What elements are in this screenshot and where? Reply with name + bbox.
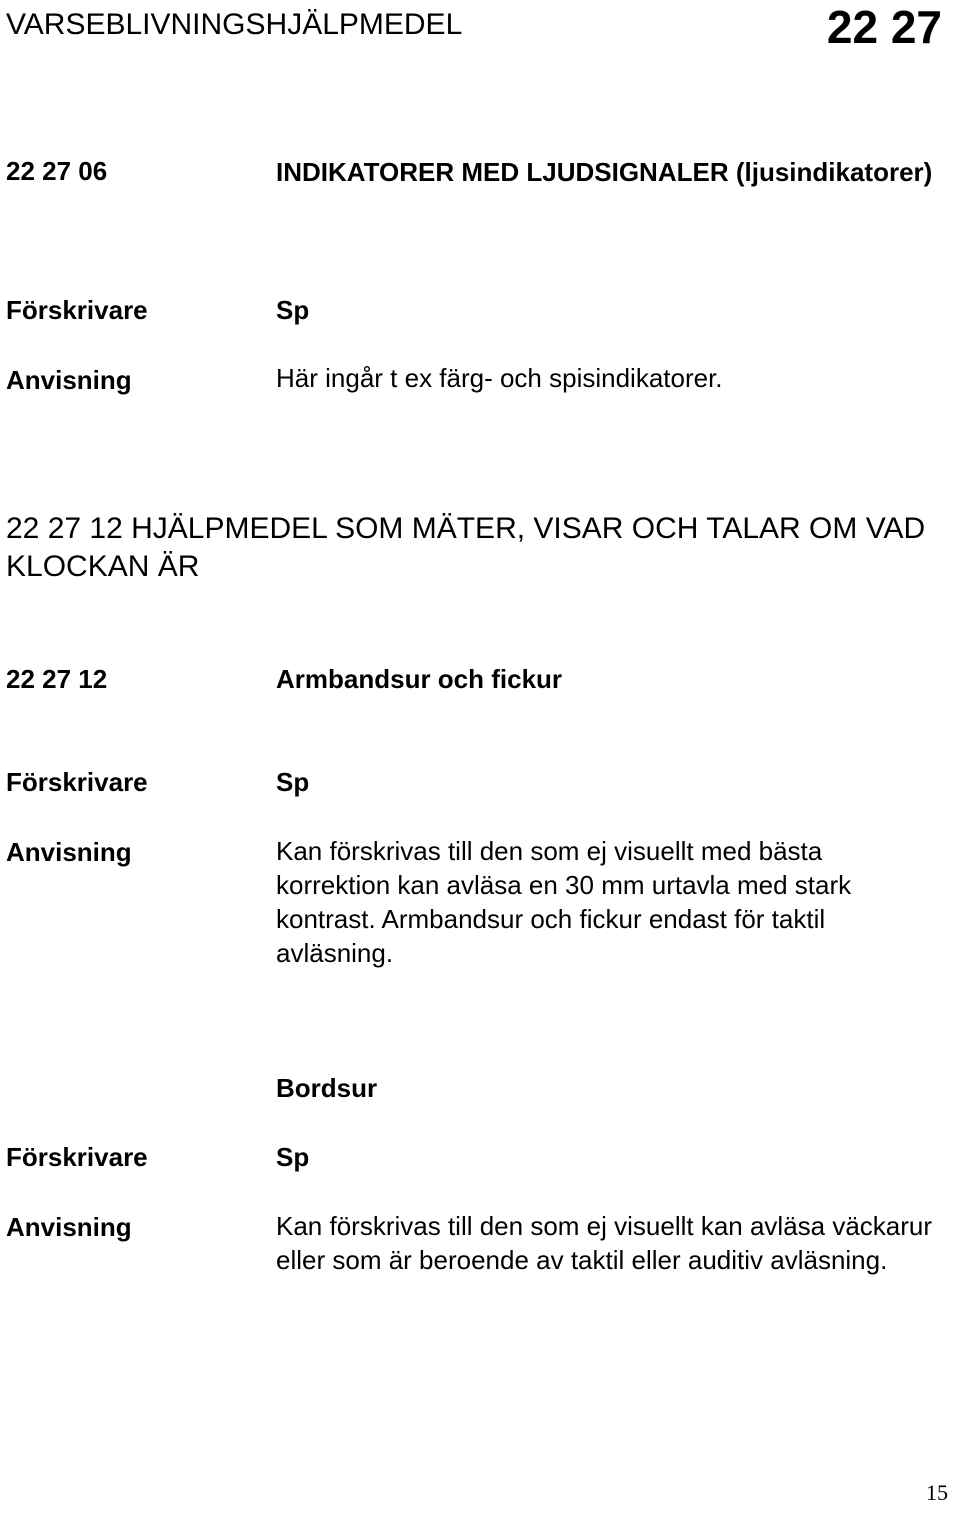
instruction-label: Anvisning: [6, 837, 132, 867]
instruction-text: Kan förskrivas till den som ej visuellt kan avläsa väckarur eller som är beroende av taktil eller auditiv avläsning.: [276, 1211, 933, 1275]
prescriber-label: Förskrivare: [6, 1142, 148, 1172]
prescriber-value: Sp: [276, 767, 310, 797]
document-header-title: VARSEBLIVNINGSHJÄLPMEDEL: [6, 8, 463, 41]
instruction-label: Anvisning: [6, 365, 132, 395]
instruction-label: Anvisning: [6, 1212, 132, 1242]
subsection-heading: Armbandsur och fickur: [276, 664, 563, 694]
group-heading: 22 27 12 HJÄLPMEDEL SOM MÄTER, VISAR OCH TALAR OM VAD KLOCKAN ÄR: [6, 512, 926, 583]
page-number: 15: [926, 1480, 948, 1505]
section-code: 22 27 06: [6, 156, 108, 186]
prescriber-label: Förskrivare: [6, 295, 148, 325]
instruction-text: Här ingår t ex färg- och spisindikatorer.: [276, 363, 723, 393]
subsection-code: 22 27 12: [6, 664, 108, 694]
prescriber-value: Sp: [276, 1142, 310, 1172]
instruction-text: Kan förskrivas till den som ej visuellt med bästa korrektion kan avläsa en 30 mm urtavla med stark kontrast. Armbandsur och fickur endast för taktil avläsning.: [276, 836, 852, 968]
document-header-code: 22 27: [826, 1, 942, 53]
section-heading: INDIKATORER MED LJUDSIGNALER (ljusindikatorer): [276, 157, 933, 187]
prescriber-value: Sp: [276, 295, 310, 325]
prescriber-label: Förskrivare: [6, 767, 148, 797]
subsection-heading: Bordsur: [276, 1073, 378, 1103]
